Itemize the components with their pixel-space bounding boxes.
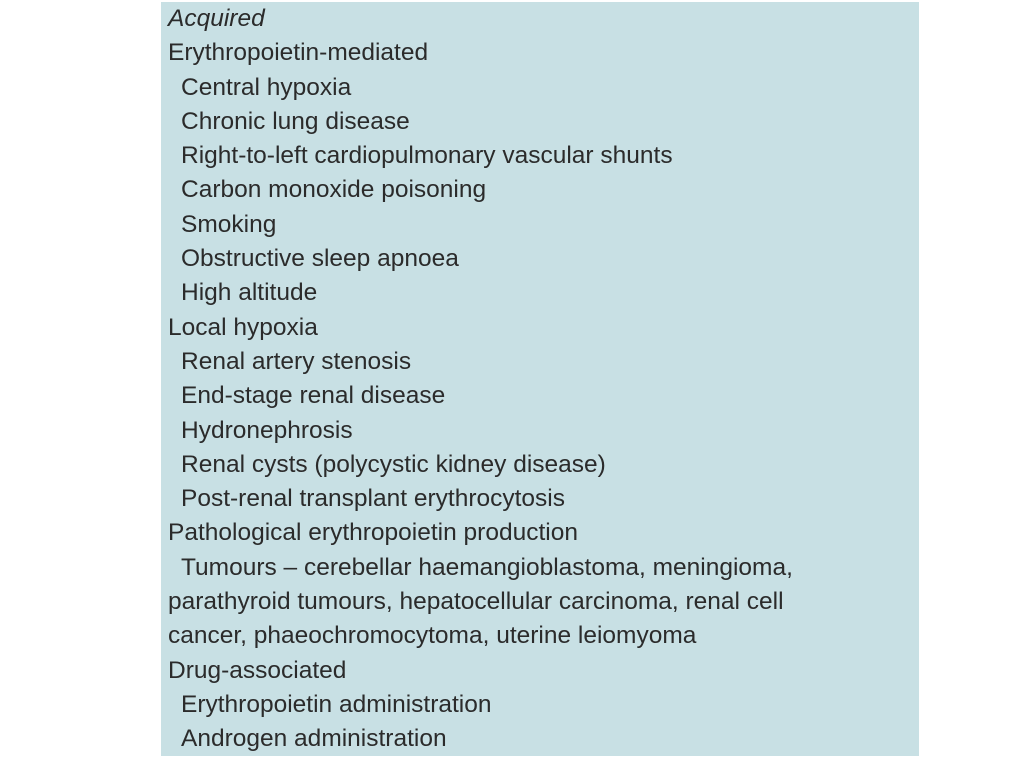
list-item-continuation: parathyroid tumours, hepatocellular carcinoma, renal cell — [168, 588, 784, 616]
category-pathological-epo-production: Pathological erythropoietin production — [168, 519, 578, 547]
list-item: Post-renal transplant erythrocytosis — [181, 485, 565, 513]
list-item: Tumours – cerebellar haemangioblastoma, meningioma, — [181, 553, 793, 581]
list-item: Chronic lung disease — [181, 107, 410, 135]
list-item: Carbon monoxide poisoning — [181, 176, 487, 204]
list-item: Hydronephrosis — [181, 416, 353, 444]
category-drug-associated: Drug-associated — [168, 656, 347, 684]
subcategory-central-hypoxia: Central hypoxia — [181, 73, 352, 101]
list-item: Renal cysts (polycystic kidney disease) — [181, 450, 606, 478]
category-local-hypoxia: Local hypoxia — [168, 313, 318, 341]
list-item: End-stage renal disease — [181, 382, 446, 410]
causes-table-panel — [161, 2, 919, 756]
list-item-continuation: cancer, phaeochromocytoma, uterine leiomyoma — [168, 622, 697, 650]
list-item: Smoking — [181, 210, 277, 238]
list-item: High altitude — [181, 279, 318, 307]
list-item: Right-to-left cardiopulmonary vascular shunts — [181, 142, 673, 170]
table-heading: Acquired — [168, 5, 265, 32]
list-item: Renal artery stenosis — [181, 347, 412, 375]
list-item: Obstructive sleep apnoea — [181, 245, 459, 273]
list-item: Erythropoietin administration — [181, 690, 492, 718]
category-erythropoietin-mediated: Erythropoietin-mediated — [168, 39, 429, 67]
list-item: Androgen administration — [181, 725, 447, 753]
